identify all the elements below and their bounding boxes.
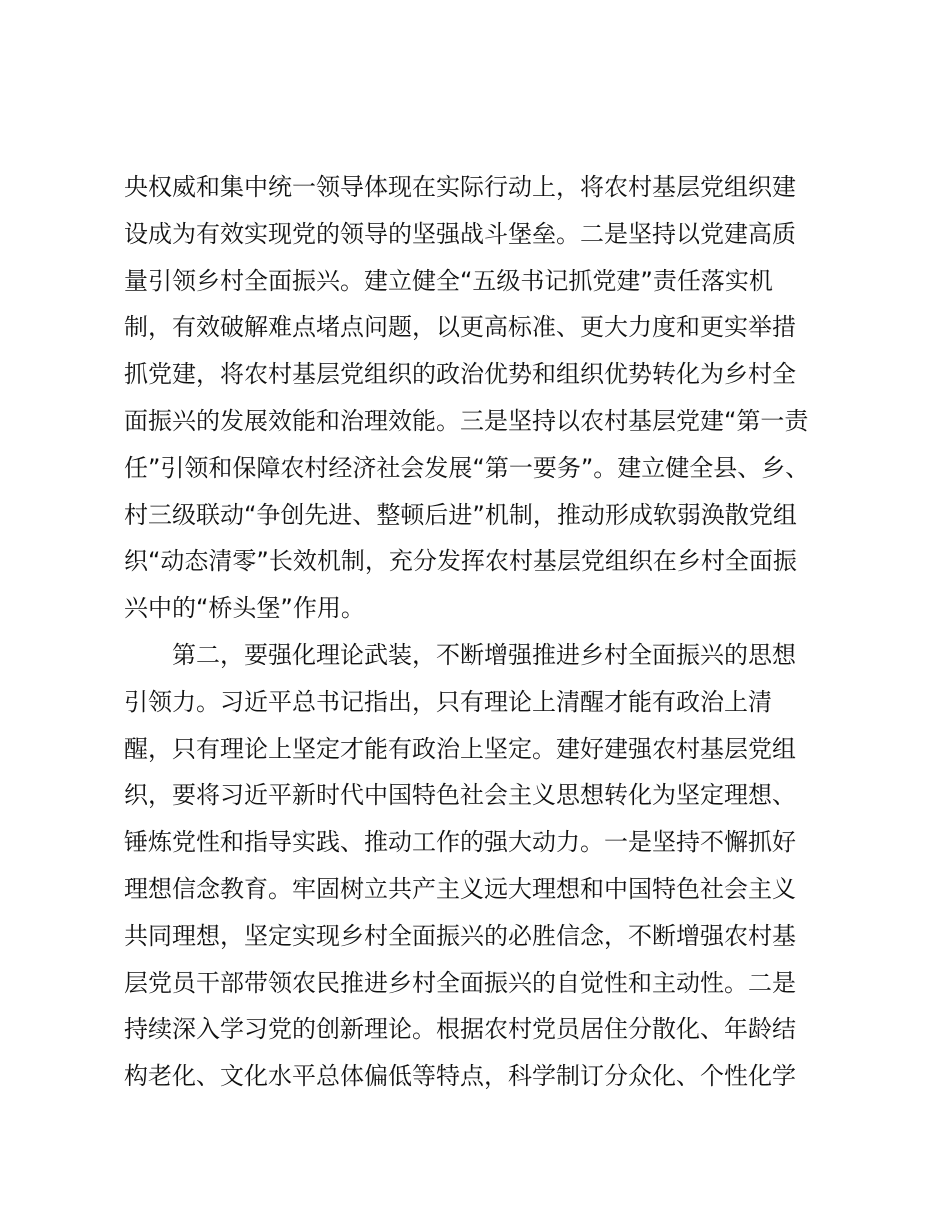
text-line: 持续深入学习党的创新理论。根据农村党员居住分散化、年龄结 [124,1015,796,1044]
text-line: 理想信念教育。牢固树立共产主义远大理想和中国特色社会主义 [124,874,796,903]
text-line: 织“动态清零”长效机制，充分发挥农村基层党组织在乡村全面振 [124,547,797,576]
text-line: 制，有效破解难点堵点问题，以更高标准、更大力度和更实举措 [124,313,796,342]
text-line: 面振兴的发展效能和治理效能。三是坚持以农村基层党建“第一责 [124,406,809,435]
text-line: 设成为有效实现党的领导的坚强战斗堡垒。二是坚持以党建高质 [124,219,796,248]
text-line: 层党员干部带领农民推进乡村全面振兴的自觉性和主动性。二是 [124,968,796,997]
text-line: 锤炼党性和指导实践、推动工作的强大动力。一是坚持不懈抓好 [124,828,796,857]
text-line: 共同理想，坚定实现乡村全面振兴的必胜信念，不断增强农村基 [124,921,796,950]
text-line: 村三级联动“争创先进、整顿后进”机制，推动形成软弱涣散党组 [124,500,797,529]
text-line: 引领力。习近平总书记指出，只有理论上清醒才能有政治上清 [124,687,772,716]
text-line: 抓党建，将农村基层党组织的政治优势和组织优势转化为乡村全 [124,360,796,389]
text-line: 央权威和集中统一领导体现在实际行动上，将农村基层党组织建 [124,173,796,201]
text-line: 醒，只有理论上坚定才能有政治上坚定。建好建强农村基层党组 [124,734,796,763]
text-line: 量引领乡村全面振兴。建立健全“五级书记抓党建”责任落实机 [124,266,773,295]
text-line: 织，要将习近平新时代中国特色社会主义思想转化为坚定理想、 [124,781,796,810]
text-line: 任”引领和保障农村经济社会发展“第一要务”。建立健全县、乡、 [124,453,810,482]
text-line: 兴中的“桥头堡”作用。 [124,594,365,623]
paragraph-start-line: 第二，要强化理论武装，不断增强推进乡村全面振兴的思想 [172,640,796,669]
document-body [124,164,824,1100]
text-line: 构老化、文化水平总体偏低等特点，科学制订分众化、个性化学 [124,1062,796,1091]
